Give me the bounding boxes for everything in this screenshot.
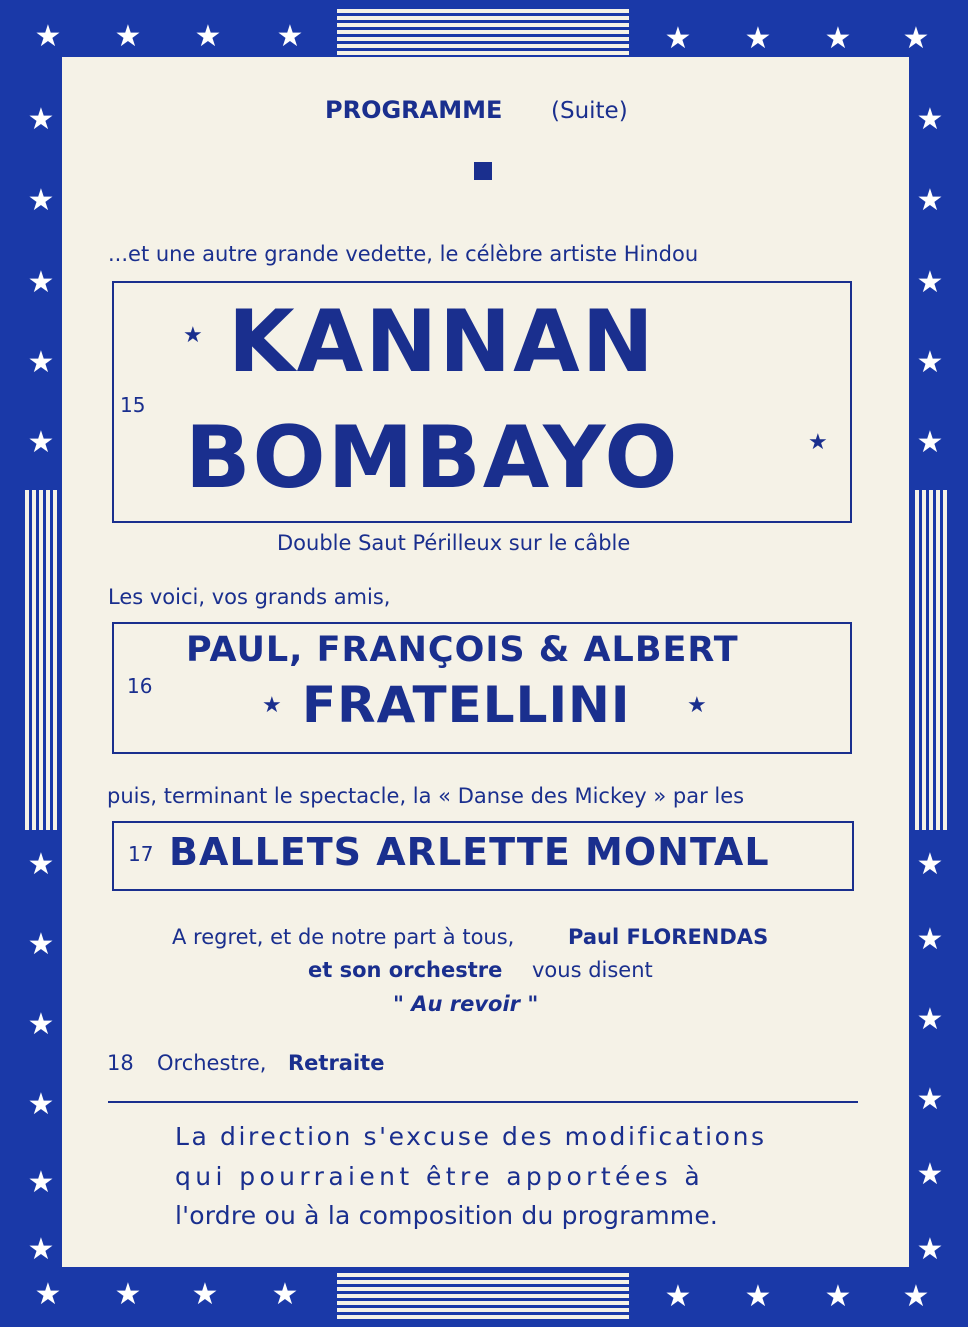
act18-number: 18 xyxy=(107,1051,134,1075)
star-icon: ★ xyxy=(27,265,55,300)
bottom-stripes xyxy=(337,1270,629,1320)
square-ornament xyxy=(474,162,492,180)
farewell-line1-b: Paul FLORENDAS xyxy=(568,925,769,949)
act15-subtitle: Double Saut Périlleux sur le câble xyxy=(277,531,631,555)
act16-intro: Les voici, vos grands amis, xyxy=(108,585,391,609)
star-icon: ★ xyxy=(27,345,55,380)
star-icon: ★ xyxy=(183,323,203,348)
star-icon: ★ xyxy=(902,1279,930,1314)
star-icon: ★ xyxy=(744,1279,772,1314)
star-icon: ★ xyxy=(34,1277,62,1312)
star-icon: ★ xyxy=(114,1277,142,1312)
act15-name-line1: KANNAN xyxy=(228,292,656,392)
farewell-line2-b: vous disent xyxy=(532,958,653,982)
star-icon: ★ xyxy=(34,19,62,54)
star-icon: ★ xyxy=(27,927,55,962)
star-icon: ★ xyxy=(27,1087,55,1122)
farewell-line3: " Au revoir " xyxy=(393,992,539,1016)
star-icon: ★ xyxy=(27,102,55,137)
star-icon: ★ xyxy=(194,19,222,54)
page-title: PROGRAMME xyxy=(325,96,503,124)
farewell-line2-a: et son orchestre xyxy=(308,958,503,982)
act17-number: 17 xyxy=(128,842,154,866)
star-icon: ★ xyxy=(27,183,55,218)
star-icon: ★ xyxy=(916,1002,944,1037)
star-icon: ★ xyxy=(824,21,852,56)
star-icon: ★ xyxy=(902,21,930,56)
star-icon: ★ xyxy=(27,1165,55,1200)
top-stripes xyxy=(337,6,629,55)
star-icon: ★ xyxy=(271,1277,299,1312)
star-icon: ★ xyxy=(916,922,944,957)
act15-number: 15 xyxy=(120,393,146,417)
act16-names: PAUL, FRANÇOIS & ALBERT xyxy=(186,630,739,670)
left-stripes xyxy=(22,490,60,830)
star-icon: ★ xyxy=(808,430,828,455)
farewell-line1-a: A regret, et de notre part à tous, xyxy=(172,925,515,949)
act16-number: 16 xyxy=(127,674,153,698)
star-icon: ★ xyxy=(916,847,944,882)
star-icon: ★ xyxy=(664,21,692,56)
star-icon: ★ xyxy=(916,345,944,380)
star-icon: ★ xyxy=(27,847,55,882)
divider xyxy=(108,1101,858,1103)
star-icon: ★ xyxy=(191,1277,219,1312)
act18-label: Orchestre, xyxy=(157,1051,267,1075)
star-icon: ★ xyxy=(27,425,55,460)
star-icon: ★ xyxy=(824,1279,852,1314)
star-icon: ★ xyxy=(916,102,944,137)
star-icon: ★ xyxy=(916,265,944,300)
star-icon: ★ xyxy=(262,693,282,718)
star-icon: ★ xyxy=(27,1007,55,1042)
notice-line3: l'ordre ou à la composition du programme. xyxy=(175,1201,719,1230)
act17-name: BALLETS ARLETTE MONTAL xyxy=(169,830,770,874)
star-icon: ★ xyxy=(276,19,304,54)
notice-line1: La direction s'excuse des modifications xyxy=(175,1122,767,1151)
act17-intro: puis, terminant le spectacle, la « Danse des Mickey » par les xyxy=(107,784,745,808)
star-icon: ★ xyxy=(27,1232,55,1267)
act16-family: FRATELLINI xyxy=(302,676,631,734)
star-icon: ★ xyxy=(744,21,772,56)
star-icon: ★ xyxy=(114,19,142,54)
act18-name: Retraite xyxy=(288,1051,385,1075)
page-title-suffix: (Suite) xyxy=(551,98,628,124)
star-icon: ★ xyxy=(664,1279,692,1314)
notice-line2: qui pourraient être apportées à xyxy=(175,1162,705,1191)
act15-name-line2: BOMBAYO xyxy=(185,408,680,508)
star-icon: ★ xyxy=(916,1082,944,1117)
star-icon: ★ xyxy=(916,183,944,218)
right-stripes xyxy=(912,490,950,830)
star-icon: ★ xyxy=(916,1157,944,1192)
star-icon: ★ xyxy=(916,425,944,460)
star-icon: ★ xyxy=(687,693,707,718)
act15-intro: ...et une autre grande vedette, le célèbre artiste Hindou xyxy=(108,242,699,266)
star-icon: ★ xyxy=(916,1232,944,1267)
